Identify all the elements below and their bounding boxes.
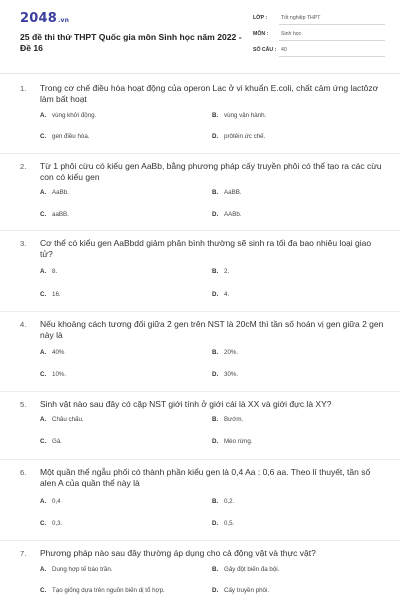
question-item (0, 312, 400, 392)
question-number: 6. (20, 468, 27, 477)
meta-row-grade (253, 12, 385, 26)
option-text: 0,5. (224, 520, 235, 527)
option-letter: D. (212, 291, 219, 298)
option-text: 4. (224, 291, 230, 298)
option-text: 10%. (52, 371, 67, 378)
option-letter: A. (40, 189, 47, 196)
option-a[interactable] (40, 112, 96, 120)
question-item (0, 76, 400, 154)
option-letter: C. (40, 438, 47, 445)
meta-value: Sinh học (281, 31, 302, 37)
question-number: 5. (20, 400, 27, 409)
option-text: 2. (224, 268, 230, 275)
option-c[interactable] (40, 291, 61, 299)
option-b[interactable] (212, 566, 279, 574)
exam-meta (253, 12, 385, 60)
option-d[interactable] (212, 520, 234, 528)
option-text: 20%. (224, 349, 239, 356)
option-text: Tạo giống dựa trên nguồn biến dị tổ hợp. (52, 587, 165, 594)
option-text: 30%. (224, 371, 239, 378)
question-number: 4. (20, 320, 27, 329)
question-number: 1. (20, 84, 27, 93)
option-b[interactable] (212, 349, 238, 357)
question-item (0, 392, 400, 460)
site-logo[interactable] (20, 12, 69, 28)
option-text: 40% (52, 349, 65, 356)
option-text: Cấy truyền phôi. (224, 587, 270, 594)
option-letter: B. (212, 349, 219, 356)
option-letter: C. (40, 133, 47, 140)
meta-row-count (253, 44, 385, 58)
option-a[interactable] (40, 349, 64, 357)
option-letter: C. (40, 371, 47, 378)
option-letter: B. (212, 566, 219, 573)
option-c[interactable] (40, 438, 62, 446)
option-text: 0,2. (224, 498, 235, 505)
question-text: Cơ thể có kiểu gen AaBbdd giảm phân bình thường sẽ sinh ra tối đa bao nhiêu loại giao tử? (40, 238, 372, 259)
option-a[interactable] (40, 268, 57, 276)
option-letter: B. (212, 112, 219, 119)
meta-row-subject (253, 28, 385, 42)
option-letter: C. (40, 520, 47, 527)
question-item (0, 460, 400, 541)
option-letter: D. (212, 211, 219, 218)
option-b[interactable] (212, 112, 266, 120)
option-letter: D. (212, 438, 219, 445)
option-text: gen điều hòa. (52, 133, 90, 140)
question-text: Từ 1 phôi cừu có kiểu gen AaBb, bằng phương pháp cấy truyền phôi có thể tạo ra các cừu con có kiểu gen (40, 161, 382, 182)
exam-header (0, 0, 400, 74)
option-c[interactable] (40, 133, 90, 141)
option-c[interactable] (40, 587, 165, 595)
question-text: Phương pháp nào sau đây thường áp dụng cho cả động vật và thực vật? (40, 548, 316, 558)
meta-label: SỐ CÂU : (253, 47, 277, 53)
meta-underline (279, 40, 385, 41)
meta-value: Tốt nghiệp THPT (281, 15, 321, 21)
option-text: vùng khởi động. (52, 112, 97, 119)
option-text: prôtêin ức chế. (224, 133, 266, 140)
option-letter: A. (40, 566, 47, 573)
option-text: AaBb. (52, 189, 69, 196)
meta-underline (279, 56, 385, 57)
question-text: Trong cơ chế điều hòa hoạt động của operon Lac ở vi khuẩn E.coli, chất cảm ứng lactôzơ làm bất hoạt (40, 83, 379, 104)
option-text: vùng vận hành. (224, 112, 267, 119)
option-a[interactable] (40, 566, 112, 574)
option-a[interactable] (40, 416, 84, 424)
option-text: Dung hợp tế bào trần. (52, 566, 113, 573)
question-text: Sinh vật nào sau đây có cặp NST giới tính ở giới cái là XX và giới đực là XY? (40, 399, 332, 409)
option-letter: B. (212, 189, 219, 196)
option-letter: D. (212, 133, 219, 140)
option-d[interactable] (212, 438, 253, 446)
option-text: Bướm. (224, 416, 244, 423)
meta-underline (279, 24, 385, 25)
option-letter: B. (212, 498, 219, 505)
meta-label: MÔN : (253, 31, 269, 37)
option-text: AABb. (224, 211, 242, 218)
question-number: 2. (20, 162, 27, 171)
option-text: AaBB. (224, 189, 242, 196)
logo-main: 2048 (20, 11, 57, 26)
option-c[interactable] (40, 211, 69, 219)
option-text: Mèo rừng. (224, 438, 253, 445)
option-a[interactable] (40, 498, 61, 506)
option-b[interactable] (212, 189, 242, 197)
option-c[interactable] (40, 371, 66, 379)
question-number: 3. (20, 239, 27, 248)
option-d[interactable] (212, 291, 229, 299)
meta-label: LỚP : (253, 15, 268, 21)
option-letter: A. (40, 268, 47, 275)
header-divider (0, 73, 400, 74)
option-d[interactable] (212, 371, 238, 379)
option-letter: D. (212, 371, 219, 378)
option-a[interactable] (40, 189, 69, 197)
option-letter: A. (40, 349, 47, 356)
option-d[interactable] (212, 211, 242, 219)
option-text: aaBB. (52, 211, 69, 218)
exam-title: 25 đề thi thử THPT Quốc gia môn Sinh học năm 2022 - Đề 16 (20, 32, 242, 53)
question-item (0, 541, 400, 606)
option-letter: C. (40, 291, 47, 298)
option-b[interactable] (212, 268, 229, 276)
option-text: Châu chấu. (52, 416, 84, 423)
option-letter: D. (212, 520, 219, 527)
option-letter: A. (40, 498, 47, 505)
option-text: 0,3. (52, 520, 63, 527)
option-letter: C. (40, 211, 47, 218)
option-text: 0,4 (52, 498, 61, 505)
option-text: Gà. (52, 438, 62, 445)
option-b[interactable] (212, 498, 234, 506)
option-d[interactable] (212, 133, 265, 141)
option-letter: A. (40, 112, 47, 119)
question-text: Một quần thể ngẫu phối có thành phần kiểu gen là 0,4 Aa : 0,6 aa. Theo lí thuyết, tần số alen A của quần thể này là (40, 467, 371, 488)
question-text: Nếu khoảng cách tương đối giữa 2 gen trên NST là 20cM thì tần số hoán vị gen giữa 2 gen này là (40, 319, 384, 340)
question-number: 7. (20, 549, 27, 558)
option-letter: C. (40, 587, 47, 594)
option-text: 8. (52, 268, 58, 275)
option-letter: B. (212, 416, 219, 423)
question-item (0, 231, 400, 312)
question-item (0, 154, 400, 231)
option-text: 16. (52, 291, 61, 298)
option-b[interactable] (212, 416, 243, 424)
option-d[interactable] (212, 587, 269, 595)
logo-tld: .vn (57, 17, 70, 24)
option-letter: D. (212, 587, 219, 594)
meta-value: 40 (281, 47, 287, 53)
option-c[interactable] (40, 520, 62, 528)
option-letter: B. (212, 268, 219, 275)
option-text: Gây đột biến đa bội. (224, 566, 280, 573)
question-list (0, 76, 400, 606)
option-letter: A. (40, 416, 47, 423)
